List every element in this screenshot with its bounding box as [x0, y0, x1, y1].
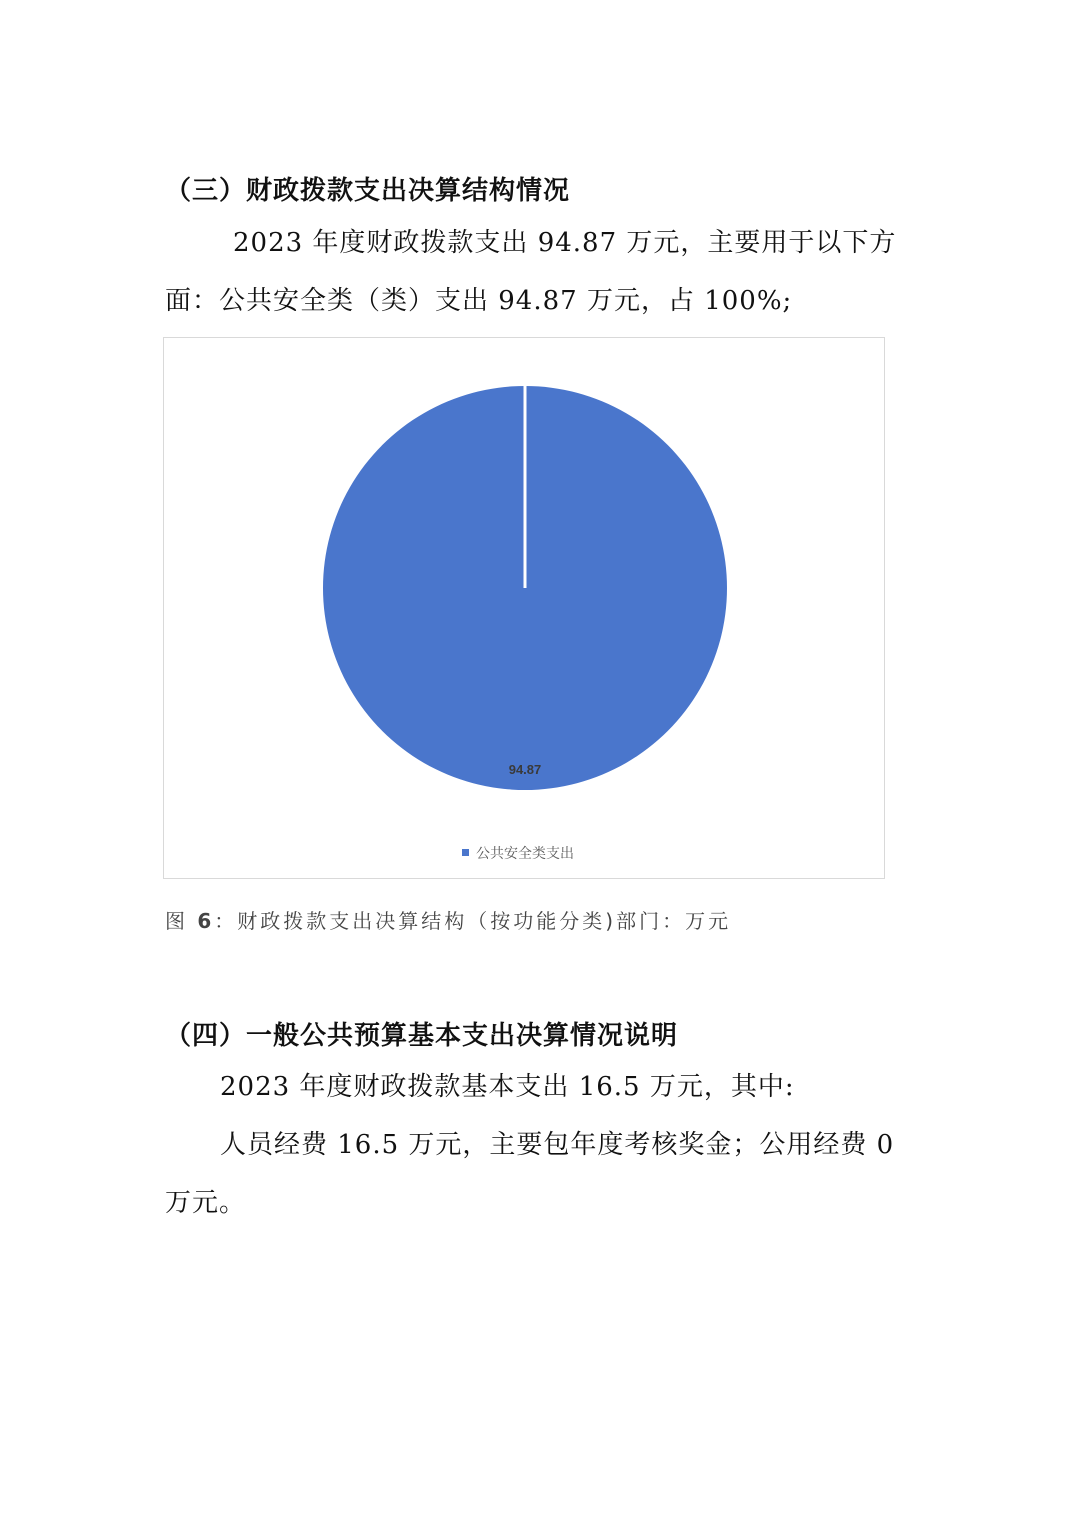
caption-text: ：财政拨款支出决算结构（按功能分类)部门：万元 [214, 909, 732, 933]
legend-swatch [462, 849, 469, 856]
section3-para-line1: 2023 年度财政拨款支出 94.87 万元，主要用于以下方 [233, 228, 897, 258]
section3-paragraph [165, 214, 915, 330]
section4-para2-line1: 人员经费 16.5 万元，主要包年度考核奖金；公用经费 0 [220, 1130, 895, 1160]
legend-label: 公共安全类支出 [476, 846, 574, 862]
section4-para1: 2023 年度财政拨款基本支出 16.5 万元，其中: [220, 1072, 795, 1102]
section4-heading: （四）一般公共预算基本支出决算情况说明 [165, 1021, 679, 1051]
caption-prefix: 图 [165, 909, 188, 933]
section3-para-line2: 面：公共安全类（类）支出 94.87 万元，占 100%; [165, 286, 793, 316]
section3-heading: （三）财政拨款支出决算结构情况 [165, 176, 571, 206]
figure-caption [165, 905, 731, 934]
pie-chart [164, 338, 884, 878]
pie-data-label: 94.87 [508, 762, 542, 777]
pie-chart-container [163, 337, 885, 879]
section4-para2-line2: 万元。 [165, 1188, 247, 1218]
section4-paragraph [165, 1058, 915, 1232]
caption-number: 6 [197, 909, 215, 933]
